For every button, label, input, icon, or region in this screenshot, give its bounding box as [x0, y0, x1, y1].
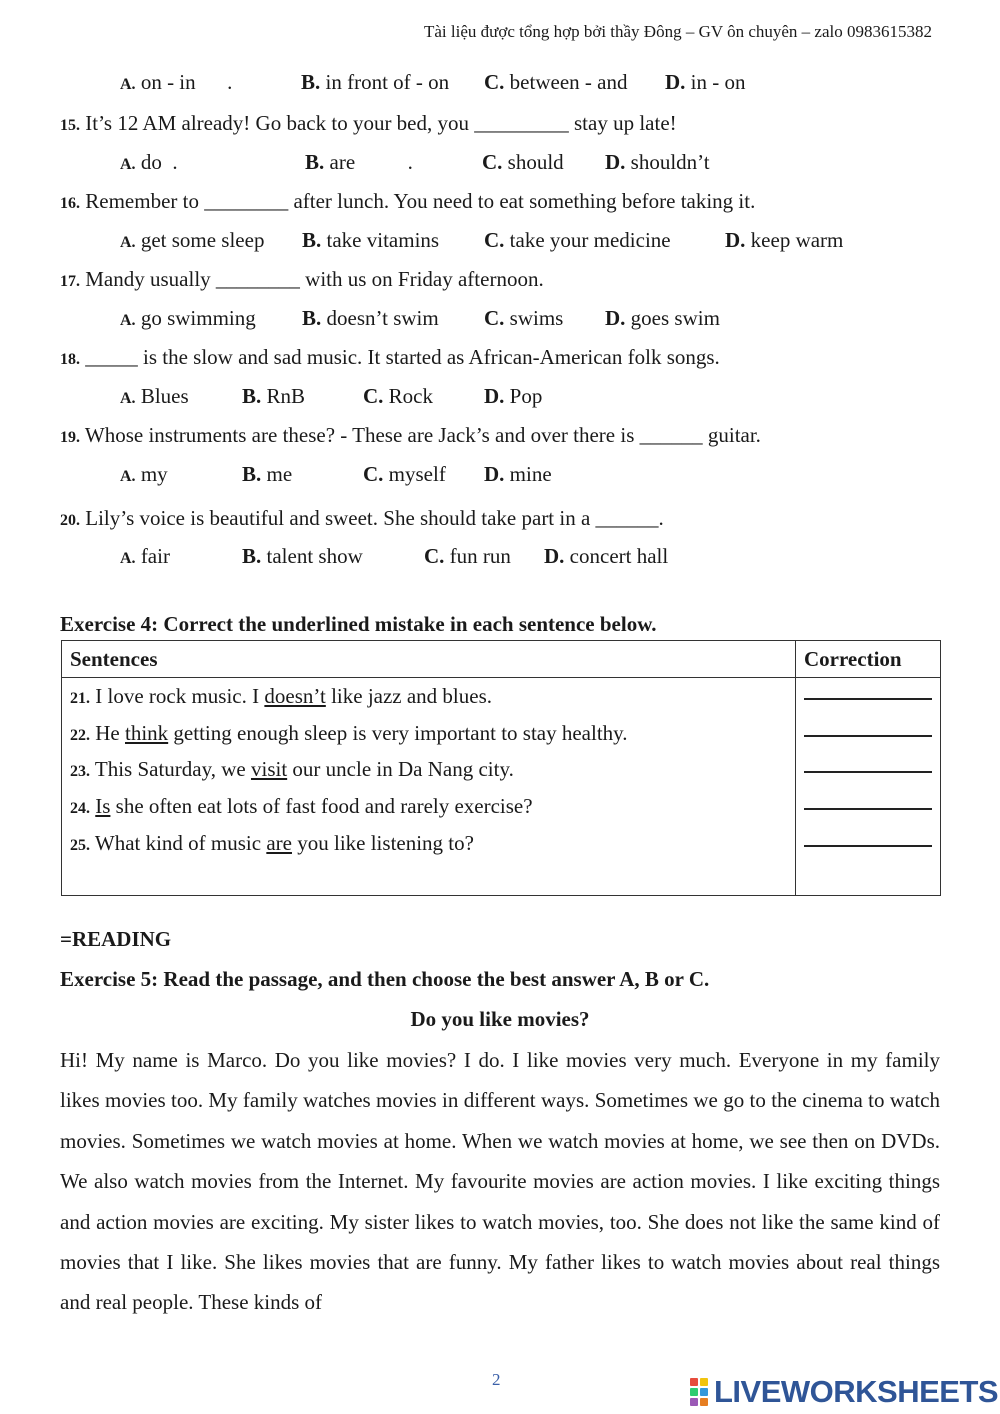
option-d: D. in - on	[665, 70, 746, 94]
option-c: C. Rock	[363, 384, 433, 408]
option-d: D. keep warm	[725, 228, 844, 252]
question-17: 17. Mandy usually ________ with us on Friday afternoon.	[60, 267, 544, 291]
question-19: 19. Whose instruments are these? - These are Jack’s and over there is ______ guitar.	[60, 423, 761, 447]
column-header-correction: Correction	[796, 641, 941, 678]
liveworksheets-logo-icon	[690, 1378, 708, 1406]
option-d: D. shouldn’t	[605, 150, 710, 174]
sentences-cell	[62, 678, 796, 896]
option-a: A. Blues	[120, 384, 189, 408]
question-16: 16. Remember to ________ after lunch. You need to eat something before taking it.	[60, 189, 756, 213]
sentence-22: 22. He think getting enough sleep is very important to stay healthy.	[70, 720, 628, 745]
option-b: B. me	[242, 462, 293, 486]
sentence-25: 25. What kind of music are you like listening to?	[70, 830, 474, 855]
option-b: B. are .	[305, 150, 413, 174]
correction-blank-24[interactable]	[804, 788, 932, 810]
option-c: C. between - and	[484, 70, 628, 94]
option-b: B. talent show	[242, 544, 363, 568]
correction-blank-25[interactable]	[804, 825, 932, 847]
option-b: B. doesn’t swim	[302, 306, 439, 330]
exercise-5-heading: Exercise 5: Read the passage, and then choose the best answer A, B or C.	[60, 967, 710, 991]
corrections-cell	[796, 678, 941, 896]
option-b: B. in front of - on	[301, 70, 450, 94]
liveworksheets-logo	[690, 1374, 998, 1410]
question-20: 20. Lily’s voice is beautiful and sweet. She should take part in a ______.	[60, 506, 664, 530]
option-d: D. concert hall	[544, 544, 669, 568]
sentence-23: 23. This Saturday, we visit our uncle in Da Nang city.	[70, 757, 514, 782]
option-c: C. take your medicine	[484, 228, 671, 252]
option-a: A. fair	[120, 544, 170, 568]
option-a: A. on - in .	[120, 70, 233, 94]
page-header: Tài liệu được tổng hợp bởi thầy Đông – GV ôn chuyên – zalo 0983615382	[423, 22, 932, 41]
option-c: C. swims	[484, 306, 564, 330]
correction-blank-22[interactable]	[804, 715, 932, 737]
correction-blank-23[interactable]	[804, 751, 932, 773]
option-a: A. do .	[120, 150, 178, 174]
option-b: B. take vitamins	[302, 228, 440, 252]
exercise-4-table	[61, 640, 941, 896]
reading-passage: Hi! My name is Marco. Do you like movies? I do. I like movies very much. Everyone in my family likes movies too. My family watches movies in different ways. Sometimes we go to the cinema to watch movies. Sometimes we watch movies at home. When we watch movies at home, we see then on DVDs. We also watch movies from the Internet. My favourite movies are action movies. I like exciting things and action movies are exciting. My sister likes to watch movies, too. She does not like the same kind of movies that I like. She likes movies that are funny. My father likes to watch movies about real things and real people. These kinds of	[60, 1048, 940, 1315]
sentence-24: 24. Is she often eat lots of fast food and rarely exercise?	[70, 794, 533, 819]
sentence-21: 21. I love rock music. I doesn’t like jazz and blues.	[70, 684, 493, 708]
option-d: D. Pop	[484, 384, 543, 408]
column-header-sentences: Sentences	[62, 641, 796, 678]
passage-title: Do you like movies?	[410, 1007, 590, 1031]
question-15: 15. It’s 12 AM already! Go back to your bed, you _________ stay up late!	[60, 111, 677, 135]
option-c: C. myself	[363, 462, 446, 486]
correction-blank-21[interactable]	[804, 678, 932, 700]
brand-name: LIVEWORKSHEETS	[714, 1374, 999, 1409]
option-c: C. fun run	[424, 544, 511, 568]
option-b: B. RnB	[242, 384, 306, 408]
option-a: A. my	[120, 462, 168, 486]
reading-section-label: =READING	[60, 927, 172, 951]
option-a: A. go swimming	[120, 306, 256, 330]
option-d: D. mine	[484, 462, 552, 486]
option-c: C. should	[482, 150, 564, 174]
option-a: A. get some sleep	[120, 228, 265, 252]
question-18: 18. _____ is the slow and sad music. It started as African-American folk songs.	[60, 345, 720, 369]
exercise-4-heading: Exercise 4: Correct the underlined mistake in each sentence below.	[60, 612, 657, 636]
page-number: 2	[492, 1370, 501, 1389]
option-d: D. goes swim	[605, 306, 720, 330]
